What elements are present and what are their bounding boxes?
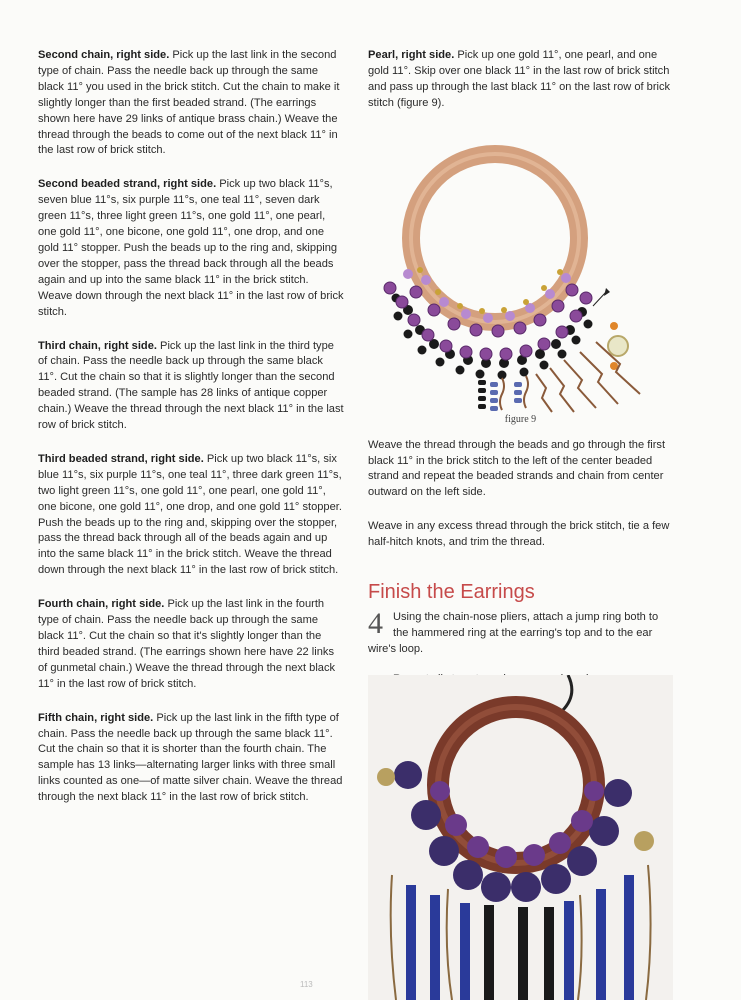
step-text: Pick up the last link in the second type of chain. Pass the needle back up through the same black 11° you used in the brick stitch. Cut the chain to make it slightly longer than the first beaded strand. (The earrings shown here have 29 links of antique brass chain.) Weave the thread through the beads to come out of the next black 11° in the last row of brick stitch.	[38, 49, 340, 157]
step-text: Pick up the last link in the fifth type of chain. Pass the needle back up through the same black 11°. Cut the chain so that it is shorter than the fourth chain. The sample has 13 links—alternating larger links with three small links counted as one—of matte silver chain. Weave the thread through the next black 11° in the last row of brick stitch.	[38, 711, 343, 804]
step-heading: Fourth chain, right side.	[38, 598, 165, 611]
step-text: Pick up one gold 11°, one pearl, and one gold 11°. Skip over one black 11° in the last row of brick stitch and pass up through the last black 11° on the last row of brick stitch (figure 9).	[368, 49, 671, 109]
gold-11-bead	[610, 322, 618, 330]
earring-photo	[368, 675, 673, 1000]
step-heading: Third chain, right side.	[38, 339, 157, 352]
step-second-chain	[38, 48, 344, 159]
arrow-head-icon	[604, 288, 610, 296]
numbered-step-4	[368, 607, 673, 658]
step-heading: Second chain, right side.	[38, 49, 170, 61]
step-fourth-chain	[38, 597, 344, 692]
step-text: Using the chain-nose pliers, attach a jump ring both to the hammered ring at the earring's top and to the ear wire's loop.	[368, 611, 659, 655]
step-text: Pick up two black 11°s, seven blue 11°s, six purple 11°s, one teal 11°, seven dark green 11°s, three light green 11°s, one gold 11°, one pearl, one gold 11°, one bicone, one gold 11°, one drop, and one gold 11° stopper. Push the beads up to the ring and, skipping over the stopper, pass the thread back through all the beads again and up into the same black 11° in the brick stitch. Weave down through the next black 11° in the last row of brick stitch.	[38, 178, 344, 318]
figure-9-illustration	[368, 130, 673, 430]
step-text: Pick up two black 11°s, six blue 11°s, six purple 11°s, one teal 11°, three dark green 11°s, two light green 11°s, one gold 11°, one pearl, one gold 11°, one bicone, one gold 11°, one drop, and one gold 11° stopper. Push the beads up to the ring and, skipping over the stopper, pass the thread back through all of the beads again and up into the same black 11° in the brick stitch. Weave the thread down through the next black 11° in the last row of brick stitch.	[38, 452, 342, 577]
section-title: Finish the Earrings	[368, 581, 535, 604]
step-heading: Pearl, right side.	[368, 49, 455, 61]
right-column	[368, 48, 673, 702]
blue-strand-beads	[490, 382, 522, 411]
page-number: 113	[300, 980, 313, 989]
step-text: Pick up the last link in the third type of chain. Pass the needle back up through the same black 11°. Cut the chain so that it is slightly longer than the second beaded strand. (The sample has 28 links of antique copper chain.) Weave the thread through the next black 11° in the last row of brick stitch.	[38, 339, 344, 432]
step-fifth-chain	[38, 711, 344, 806]
step-number: 4	[368, 607, 383, 641]
beadwork-diagram	[368, 130, 673, 415]
step-third-beaded-strand	[38, 452, 344, 579]
step-text: Pick up the last link in the fourth type of chain. Pass the needle back up through the same black 11°. Cut the chain so that it's slightly longer than the third beaded strand. (The earrings shown here have 22 links of gunmetal chain.) Weave the thread through the next black 11° in the last row of brick stitch.	[38, 598, 336, 690]
weave-paragraph-2: Weave in any excess thread through the brick stitch, tie a few half-hitch knots, and trim the thread.	[368, 520, 670, 549]
left-column	[38, 48, 344, 824]
thread-arrow	[593, 292, 606, 306]
step-heading: Fifth chain, right side.	[38, 711, 154, 724]
black-strand-beads	[478, 380, 486, 409]
step-third-chain	[38, 339, 344, 434]
figure-caption: figure 9	[504, 413, 537, 425]
step-pearl	[368, 48, 673, 112]
step-heading: Second beaded strand, right side.	[38, 178, 217, 191]
earring-photo-illustration	[368, 675, 673, 1000]
step-second-beaded-strand	[38, 177, 344, 320]
step-heading: Third beaded strand, right side.	[38, 452, 204, 465]
weave-paragraph-1: Weave the thread through the beads and go through the first black 11° in the brick stitch to the left of the center beaded strand and repeat the beaded strands and chain from center outward on the left side.	[368, 438, 666, 499]
pearl-bead	[608, 336, 628, 356]
